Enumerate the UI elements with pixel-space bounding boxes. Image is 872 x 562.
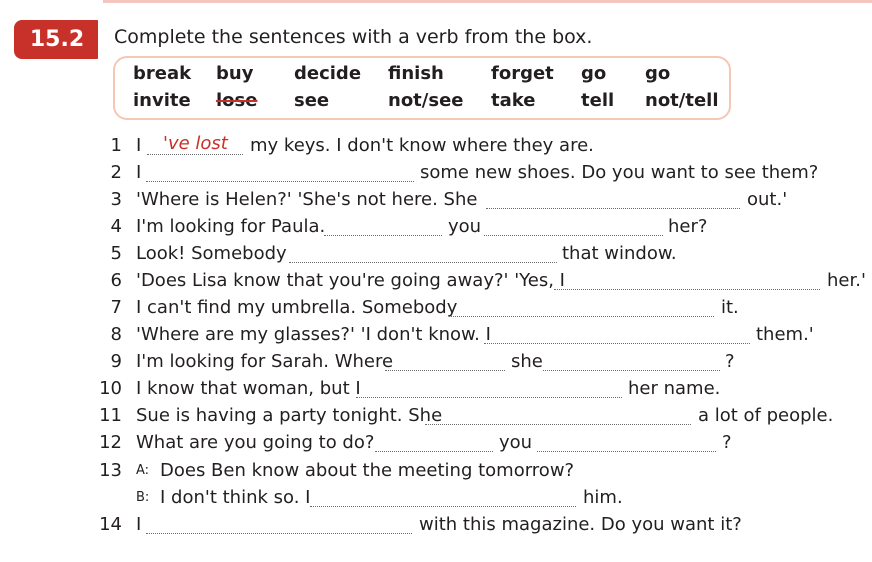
sentence-number: 2 bbox=[110, 162, 122, 183]
sentence-number: 12 bbox=[99, 432, 122, 453]
verb-box-word: go bbox=[645, 63, 671, 84]
sentence-14 bbox=[0, 514, 872, 540]
sentence-text: 'Where is Helen?' 'She's not here. She bbox=[136, 189, 478, 210]
sentence-number: 8 bbox=[110, 324, 122, 345]
answer-blank[interactable] bbox=[449, 316, 714, 317]
verb-box-word: decide bbox=[294, 63, 362, 84]
sentence-number: 7 bbox=[110, 297, 122, 318]
sentence-text: him. bbox=[583, 487, 623, 508]
sentence-text: What are you going to do? bbox=[136, 432, 375, 453]
exercise-number-badge bbox=[14, 20, 104, 59]
sentence-4 bbox=[0, 216, 872, 242]
exercise-instruction: Complete the sentences with a verb from the box. bbox=[114, 26, 593, 48]
verb-box-word: not/see bbox=[388, 90, 464, 111]
sentence-text: them.' bbox=[756, 324, 814, 345]
answer-blank[interactable] bbox=[310, 506, 576, 507]
verb-box-word: buy bbox=[216, 63, 254, 84]
sentence-text: I can't find my umbrella. Somebody bbox=[136, 297, 458, 318]
sentence-7 bbox=[0, 297, 872, 323]
sentence-9 bbox=[0, 351, 872, 377]
verb-box-word: not/tell bbox=[645, 90, 719, 111]
verb-box-word: go bbox=[581, 63, 607, 84]
verb-box-word-crossed-out: lose bbox=[216, 90, 258, 111]
sentence-text: I bbox=[136, 514, 142, 535]
answer-blank[interactable] bbox=[146, 181, 414, 182]
sentence-number: 11 bbox=[99, 405, 122, 426]
sentence-text: I bbox=[136, 162, 142, 183]
verb-box-word: invite bbox=[133, 90, 191, 111]
sentence-text: her name. bbox=[628, 378, 721, 399]
sentence-12 bbox=[0, 432, 872, 458]
sentence-number: 4 bbox=[110, 216, 122, 237]
sentence-number: 5 bbox=[110, 243, 122, 264]
sentence-text: Look! Somebody bbox=[136, 243, 287, 264]
sentence-text: I don't think so. I bbox=[160, 487, 311, 508]
sentence-3 bbox=[0, 189, 872, 215]
sentence-text: I know that woman, but I bbox=[136, 378, 361, 399]
sentence-number: 1 bbox=[110, 135, 122, 156]
verb-box-word: tell bbox=[581, 90, 615, 111]
verb-box-word: finish bbox=[388, 63, 444, 84]
sentence-text: you bbox=[448, 216, 482, 237]
sentence-text: ? bbox=[722, 432, 732, 453]
answer-blank[interactable] bbox=[385, 370, 505, 371]
sentence-text: my keys. I don't know where they are. bbox=[250, 135, 594, 156]
answer-blank[interactable] bbox=[324, 235, 442, 236]
speaker-a-label: A: bbox=[136, 463, 150, 478]
sentence-number: 3 bbox=[110, 189, 122, 210]
example-answer: 've lost bbox=[163, 133, 228, 154]
sentence-text: 'Does Lisa know that you're going away?' 'Yes, I bbox=[136, 270, 565, 291]
sentence-text: 'Where are my glasses?' 'I don't know. I bbox=[136, 324, 491, 345]
answer-blank[interactable] bbox=[554, 289, 820, 290]
sentence-text: I bbox=[136, 135, 142, 156]
sentence-1 bbox=[0, 135, 872, 161]
sentence-number: 6 bbox=[110, 270, 122, 291]
sentence-number: 13 bbox=[99, 460, 122, 481]
sentence-13 bbox=[0, 460, 872, 486]
speaker-b-label: B: bbox=[136, 490, 150, 505]
verb-box-word: forget bbox=[491, 63, 554, 84]
sentence-number: 14 bbox=[99, 514, 122, 535]
verb-box-word: break bbox=[133, 63, 192, 84]
sentence-text: she bbox=[511, 351, 543, 372]
answer-blank[interactable] bbox=[486, 208, 740, 209]
sentence-6 bbox=[0, 270, 872, 296]
sentence-text: with this magazine. Do you want it? bbox=[419, 514, 742, 535]
sentence-text: it. bbox=[721, 297, 739, 318]
sentence-text: I'm looking for Paula. bbox=[136, 216, 326, 237]
sentence-text: some new shoes. Do you want to see them? bbox=[420, 162, 819, 183]
badge-divider bbox=[98, 20, 104, 59]
answer-blank[interactable] bbox=[543, 370, 720, 371]
top-accent-line bbox=[103, 0, 872, 3]
answer-blank[interactable] bbox=[537, 451, 716, 452]
answer-blank[interactable] bbox=[356, 397, 622, 398]
sentence-text: a lot of people. bbox=[698, 405, 834, 426]
sentence-11 bbox=[0, 405, 872, 431]
sentence-8 bbox=[0, 324, 872, 350]
answer-blank[interactable] bbox=[484, 343, 750, 344]
sentence-text: Sue is having a party tonight. She bbox=[136, 405, 443, 426]
answer-blank[interactable] bbox=[484, 235, 663, 236]
verb-box-word: take bbox=[491, 90, 536, 111]
answer-blank[interactable] bbox=[146, 533, 412, 534]
sentence-text: her.' bbox=[827, 270, 866, 291]
exercise-number: 15.2 bbox=[29, 27, 85, 52]
sentence-text: out.' bbox=[747, 189, 788, 210]
sentence-text: ? bbox=[725, 351, 735, 372]
answer-blank[interactable] bbox=[375, 451, 493, 452]
sentence-number: 9 bbox=[110, 351, 122, 372]
sentence-text: Does Ben know about the meeting tomorrow? bbox=[160, 460, 575, 481]
answer-blank[interactable] bbox=[289, 262, 557, 263]
sentence-number: 10 bbox=[99, 378, 122, 399]
sentence-text: her? bbox=[668, 216, 708, 237]
verb-box bbox=[113, 56, 731, 120]
sentence-text: you bbox=[499, 432, 533, 453]
sentence-10 bbox=[0, 378, 872, 404]
verb-box-word: see bbox=[294, 90, 330, 111]
sentence-text: that window. bbox=[562, 243, 677, 264]
sentence-text: I'm looking for Sarah. Where bbox=[136, 351, 394, 372]
sentence-2 bbox=[0, 162, 872, 188]
sentence-13-reply bbox=[0, 487, 872, 513]
answer-blank[interactable] bbox=[425, 424, 691, 425]
sentence-5 bbox=[0, 243, 872, 269]
answer-blank[interactable] bbox=[147, 133, 243, 155]
